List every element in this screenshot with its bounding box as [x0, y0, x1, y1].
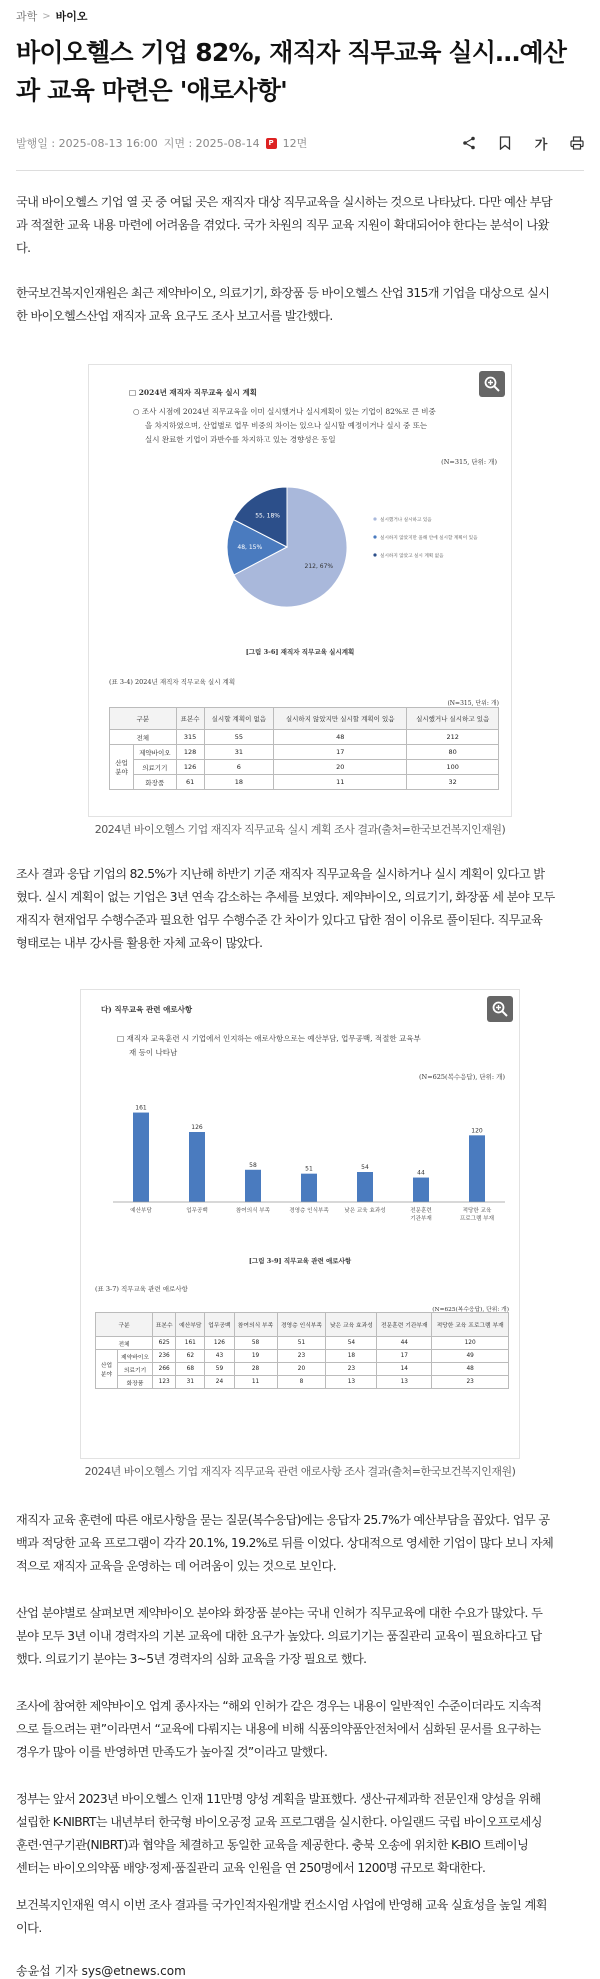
figure-bar-table[interactable] [80, 989, 520, 1459]
bar [133, 1113, 149, 1202]
paragraph-7: 정부는 앞서 2023년 바이오헬스 인재 11만명 양성 계획을 발표했다. 생산·규제과학 전문인재 양성을 위해 설립한 K-NIBRT는 내년부터 한국형 바이오공정 교육 프로그램을 실시한다. 아일랜드 국립 바이오프로세싱 훈련·연구기관(NIBRT)과 협약을 체결하고 동일한 교육을 제공한다. 충북 오송에 위치한 K-BIO 트레이닝 센터는 바이오의약품 배양·정제·품질관리 교육 인원을 연 250명에서 1200명 규모로 확대한다. [16, 1792, 542, 1875]
figure2-table-title: (표 3-7) 직무교육 관련 애로사항 [95, 1285, 188, 1293]
pie-slice-label: 55, 18% [255, 512, 281, 520]
figure2-table: 구분 표본수 예산부담 업무공백 참여의식 부족 경영층 인식부족 낮은 교육 효과성 전문훈련 기관부재 적당한 교육 프로그램 부재 전체 625 161 126 58 51 54 44 120 산업 분야 제약바이오 236 62 43 19 23 18 17 49 의료기기 266 68 59 28 20 23 14 48 화장품 123 31 24 11 8 13 13 23 [95, 1312, 509, 1389]
figure2-heading: 다) 직무교육 관련 애로사항 [101, 1005, 193, 1014]
paragraph-1: 국내 바이오헬스 기업 열 곳 중 여덟 곳은 재직자 대상 직무교육을 실시하는 것으로 나타났다. 다만 예산 부담 과 적절한 교육 내용 마련에 어려움을 겪었다. 국가 차원의 직무 교육 지원이 확대되어야 한다는 분석이 나왔 다. [16, 195, 553, 255]
bar [301, 1174, 317, 1202]
paragraph-6: 조사에 참여한 제약바이오 업계 종사자는 “해외 인허가 같은 경우는 내용이 일반적인 수준이더라도 지속적 으로 들으려는 편”이라면서 “교육에 다뤄지는 내용에 비해 식품의약품안전처에서 심화된 문서를 요구하는 경우가 많아 이를 반영하면 만족도가 높아질 것”이라고 말했다. [16, 1699, 542, 1759]
pie-slice-label: 48, 15% [237, 544, 263, 552]
category-label: 업무공백 [186, 1208, 208, 1214]
bar [357, 1172, 373, 1202]
legend-entry: 실시하지 않았지만 올해 안에 실시할 계획이 있음 [380, 536, 478, 541]
paragraph-3: 조사 결과 응답 기업의 82.5%가 지난해 하반기 기준 재직자 직무교육을 실시하거나 실시 계획이 있다고 밝 혔다. 실시 계획이 없는 기업은 3년 연속 감소하는 추세를 보였다. 제약바이오, 의료기기, 화장품 세 분야 모두 재직자 현재업무 수행수준과 필요한 업무 수행수준 간 차이가 있다고 답한 점이 이유로 풀이된다. 직무교육 형태로는 내부 강사를 활용한 자체 교육이 많았다. [16, 867, 555, 950]
legend-marker [373, 553, 376, 556]
published-date: 발행일 : 2025-08-13 16:00 [16, 137, 158, 150]
bar-value-label: 51 [305, 1165, 313, 1173]
share-icon[interactable] [462, 136, 476, 150]
article-meta [16, 132, 584, 154]
bar [413, 1178, 429, 1202]
chevron-right-icon: > [42, 10, 51, 22]
bar [469, 1135, 485, 1202]
figure1-table-unit: (N=315, 단위: 개) [447, 700, 499, 707]
legend-entry: 실시했거나 실시하고 있음 [380, 518, 432, 523]
bookmark-icon[interactable] [498, 136, 512, 150]
category-label: 낮은 교육 효과성 [344, 1208, 386, 1214]
pdf-icon[interactable]: P [266, 138, 277, 149]
bar-chart [81, 1078, 521, 1238]
category-label: 프로그램 부재 [459, 1216, 495, 1222]
category-label: 기관부재 [410, 1216, 432, 1222]
paragraph-8: 보건복지인재원 역시 이번 조사 결과를 국가인적자원개발 컨소시엄 사업에 반영해 교육 실효성을 높일 계획 이다. [16, 1898, 547, 1935]
pie-chart [89, 465, 513, 635]
figure1-table: 구분 표본수 실시할 계획이 없음 실시하지 않았지만 실시할 계획이 있음 실시했거나 실시하고 있음 전체 315 55 48 212 산업 분야 제약바이오 128 31 17 80 의료기기 126 6 20 100 화장품 61 18 11 32 [109, 707, 499, 790]
title-line-1: 바이오헬스 기업 82%, 재직자 직무교육 실시…예산 [16, 38, 567, 67]
category-label: 적당한 교육 [462, 1208, 492, 1214]
figure2-caption: 2024년 바이오헬스 기업 재직자 직무교육 관련 애로사항 조사 결과(출처=한국보건복지인재원) [84, 1465, 516, 1478]
breadcrumb-current[interactable]: 바이오 [55, 10, 88, 23]
pie-slice-label: 212, 67% [304, 563, 334, 571]
category-label: 전문훈련 [410, 1208, 432, 1214]
paragraph-4: 재직자 교육 훈련에 따른 애로사항을 묻는 질문(복수응답)에는 응답자 25.7%가 예산부담을 꼽았다. 업무 공 백과 적당한 교육 프로그램이 각각 20.1%, 19.2%로 뒤를 이었다. 상대적으로 영세한 기업이 많다 보니 자체 적으로 재직자 교육을 운영하는 데 어려움이 있는 것으로 보인다. [16, 1513, 554, 1573]
figure2-chart-caption: [그림 3-9] 직무교육 관련 애로사항 [248, 1257, 352, 1265]
edited-date: 지면 : 2025-08-14 [163, 137, 260, 150]
legend-marker [373, 535, 376, 538]
bar-value-label: 58 [249, 1161, 257, 1169]
article-title [16, 34, 584, 110]
bar-value-label: 44 [417, 1169, 425, 1177]
bar-value-label: 126 [191, 1124, 203, 1131]
bar [245, 1170, 261, 1202]
divider [16, 170, 584, 171]
font-size-icon[interactable]: 가 [534, 137, 548, 153]
category-label: 경영층 인식부족 [289, 1208, 329, 1214]
zoom-icon[interactable] [487, 996, 513, 1022]
figure1-heading: □ 2024년 재직자 직무교육 실시 계획 [129, 388, 257, 397]
article-tools [462, 136, 584, 153]
page-number[interactable]: 12면 [282, 137, 308, 150]
legend-entry: 실시하지 않았고 실시 계획 없음 [380, 554, 444, 559]
figure-pie-table[interactable] [88, 364, 512, 817]
figure1-table-title: (표 3-4) 2024년 재직자 직무교육 실시 계획 [109, 678, 236, 686]
print-icon[interactable] [570, 136, 584, 150]
byline: 송윤섭 기자 sys@etnews.com [16, 1964, 186, 1978]
figure1-unit: (N=315, 단위: 개) [441, 458, 497, 466]
category-label: 참여의식 부족 [235, 1208, 271, 1214]
figure2-table-unit: (N=625(복수응답), 단위: 개) [432, 1307, 509, 1313]
category-label: 예산부담 [130, 1208, 152, 1214]
paragraph-5: 산업 분야별로 살펴보면 제약바이오 분야와 화장품 분야는 국내 인허가 직무교육에 대한 수요가 많았다. 두 분야 모두 3년 이내 경력자의 기본 교육에 대한 요구가 높았다. 의료기기는 품질관리 교육이 필요하다고 답 했다. 의료기기 분야는 3~5년 경력자의 심화 교육을 가장 필요로 했다. [16, 1606, 543, 1666]
breadcrumb [16, 0, 584, 24]
figure1-caption: 2024년 바이오헬스 기업 재직자 직무교육 실시 계획 조사 결과(출처=한국보건복지인재원) [94, 823, 506, 836]
figure1-bullet: ○ 조사 시점에 2024년 직무교육을 이미 실시했거나 실시계획이 있는 기업이 82%로 큰 비중 을 차지하였으며, 산업별로 업무 비중의 차이는 있으나 실시할 예정이거나 실시 중 또는 실시 완료한 기업이 과반수를 차지하고 있는 경향성은 동일 [133, 407, 436, 444]
figure1-chart-caption: [그림 3-6] 재직자 직무교육 실시계획 [245, 648, 355, 656]
bar-value-label: 120 [471, 1127, 483, 1135]
figure2-unit: (N=625(복수응답), 단위: 개) [418, 1073, 505, 1081]
breadcrumb-section[interactable]: 과학 [16, 10, 38, 23]
title-line-2: 과 교육 마련은 '애로사항' [16, 76, 287, 105]
paragraph-2: 한국보건복지인재원은 최근 제약바이오, 의료기기, 화장품 등 바이오헬스 산업 315개 기업을 대상으로 실시 한 바이오헬스산업 재직자 교육 요구도 조사 보고서를 발간했다. [16, 286, 550, 323]
bar [189, 1132, 205, 1202]
zoom-icon[interactable] [479, 371, 505, 397]
bar-value-label: 161 [135, 1104, 147, 1112]
legend-marker [373, 517, 376, 520]
bar-value-label: 54 [361, 1164, 369, 1171]
figure2-bullet: □ 재직자 교육훈련 시 기업에서 인지하는 애로사항으로는 예산부담, 업무공백, 적절한 교육부 재 등이 나타남 [117, 1034, 421, 1057]
